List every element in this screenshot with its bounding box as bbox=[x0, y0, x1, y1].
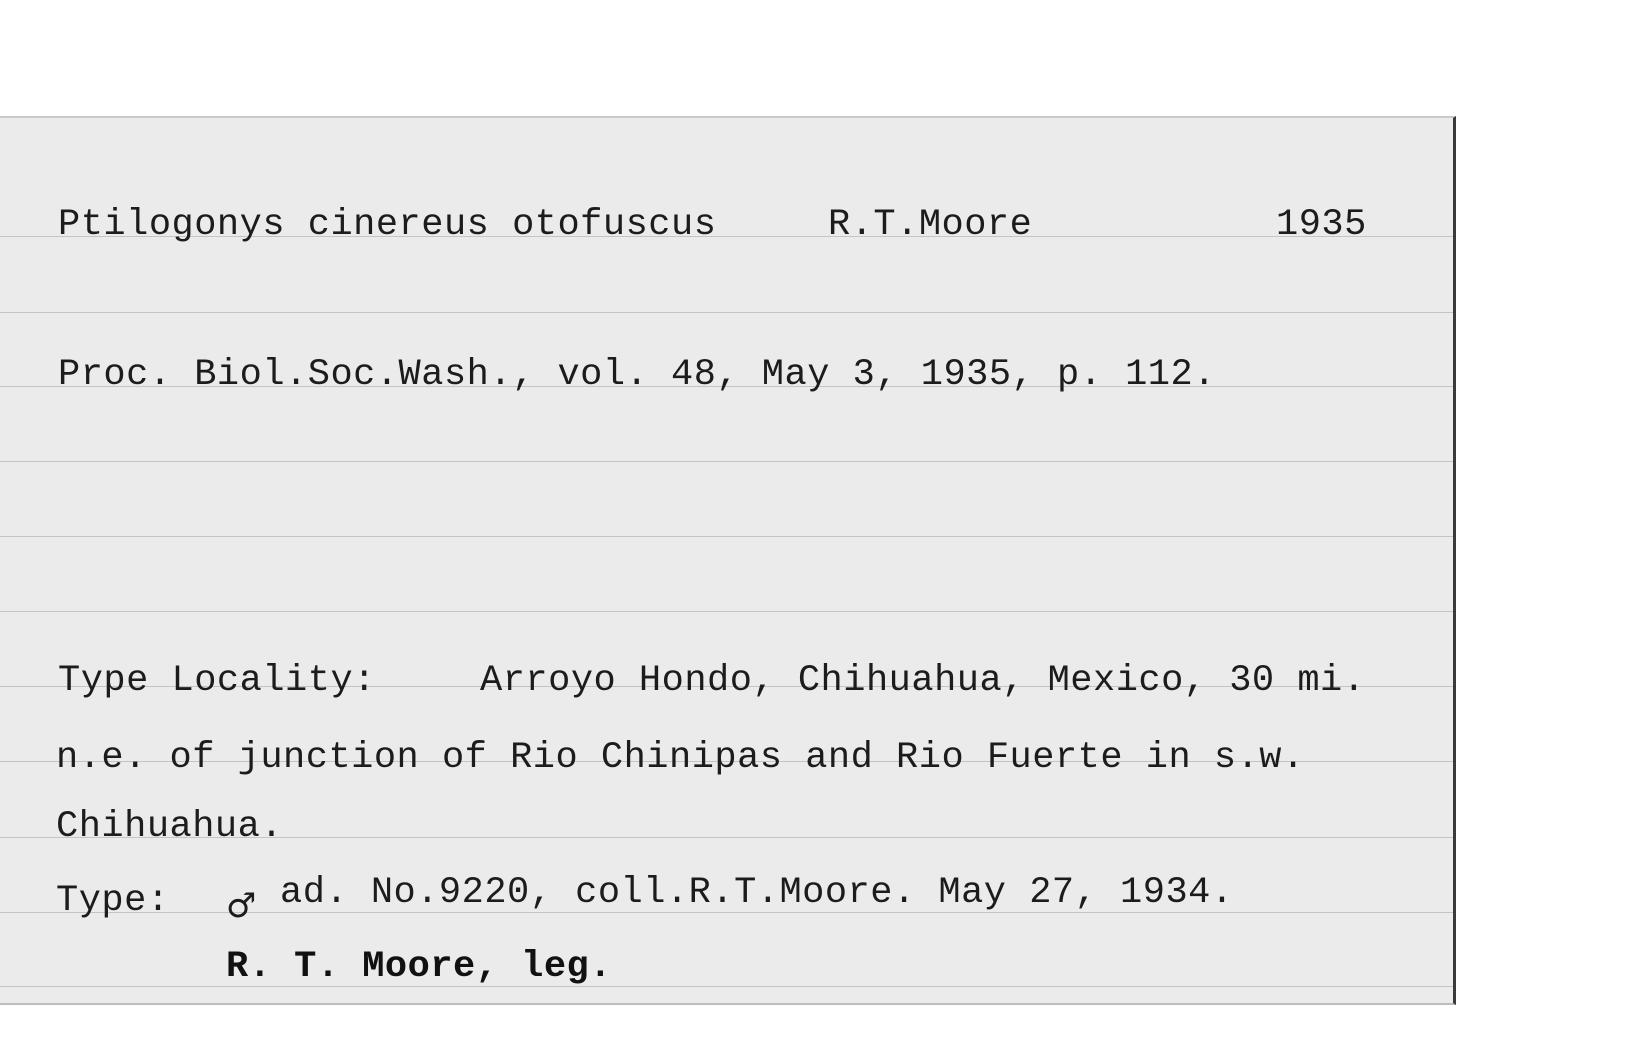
type-locality-line-3: Chihuahua. bbox=[56, 806, 284, 848]
card-rule bbox=[0, 536, 1453, 537]
species-year: 1935 bbox=[1276, 204, 1367, 246]
type-details: ad. No.9220, coll.R.T.Moore. May 27, 1934. bbox=[280, 872, 1234, 914]
type-label: Type: bbox=[56, 880, 170, 922]
citation: Proc. Biol.Soc.Wash., vol. 48, May 3, 1935, p. 112. bbox=[58, 354, 1216, 396]
card-rule bbox=[0, 611, 1453, 612]
type-locality-line-1: Arroyo Hondo, Chihuahua, Mexico, 30 mi. bbox=[480, 660, 1366, 702]
collector-stamp: R. T. Moore, leg. bbox=[226, 946, 612, 988]
species-name: Ptilogonys cinereus otofuscus bbox=[58, 204, 717, 246]
card-rule bbox=[0, 461, 1453, 462]
type-locality-label: Type Locality: bbox=[58, 660, 376, 702]
species-author: R.T.Moore bbox=[828, 204, 1033, 246]
card-rule bbox=[0, 986, 1453, 987]
card-rule bbox=[0, 312, 1453, 313]
type-locality-line-2: n.e. of junction of Rio Chinipas and Rio Fuerte in s.w. bbox=[56, 737, 1305, 779]
index-card bbox=[0, 116, 1456, 1005]
male-symbol-icon: ♂ bbox=[226, 886, 257, 926]
